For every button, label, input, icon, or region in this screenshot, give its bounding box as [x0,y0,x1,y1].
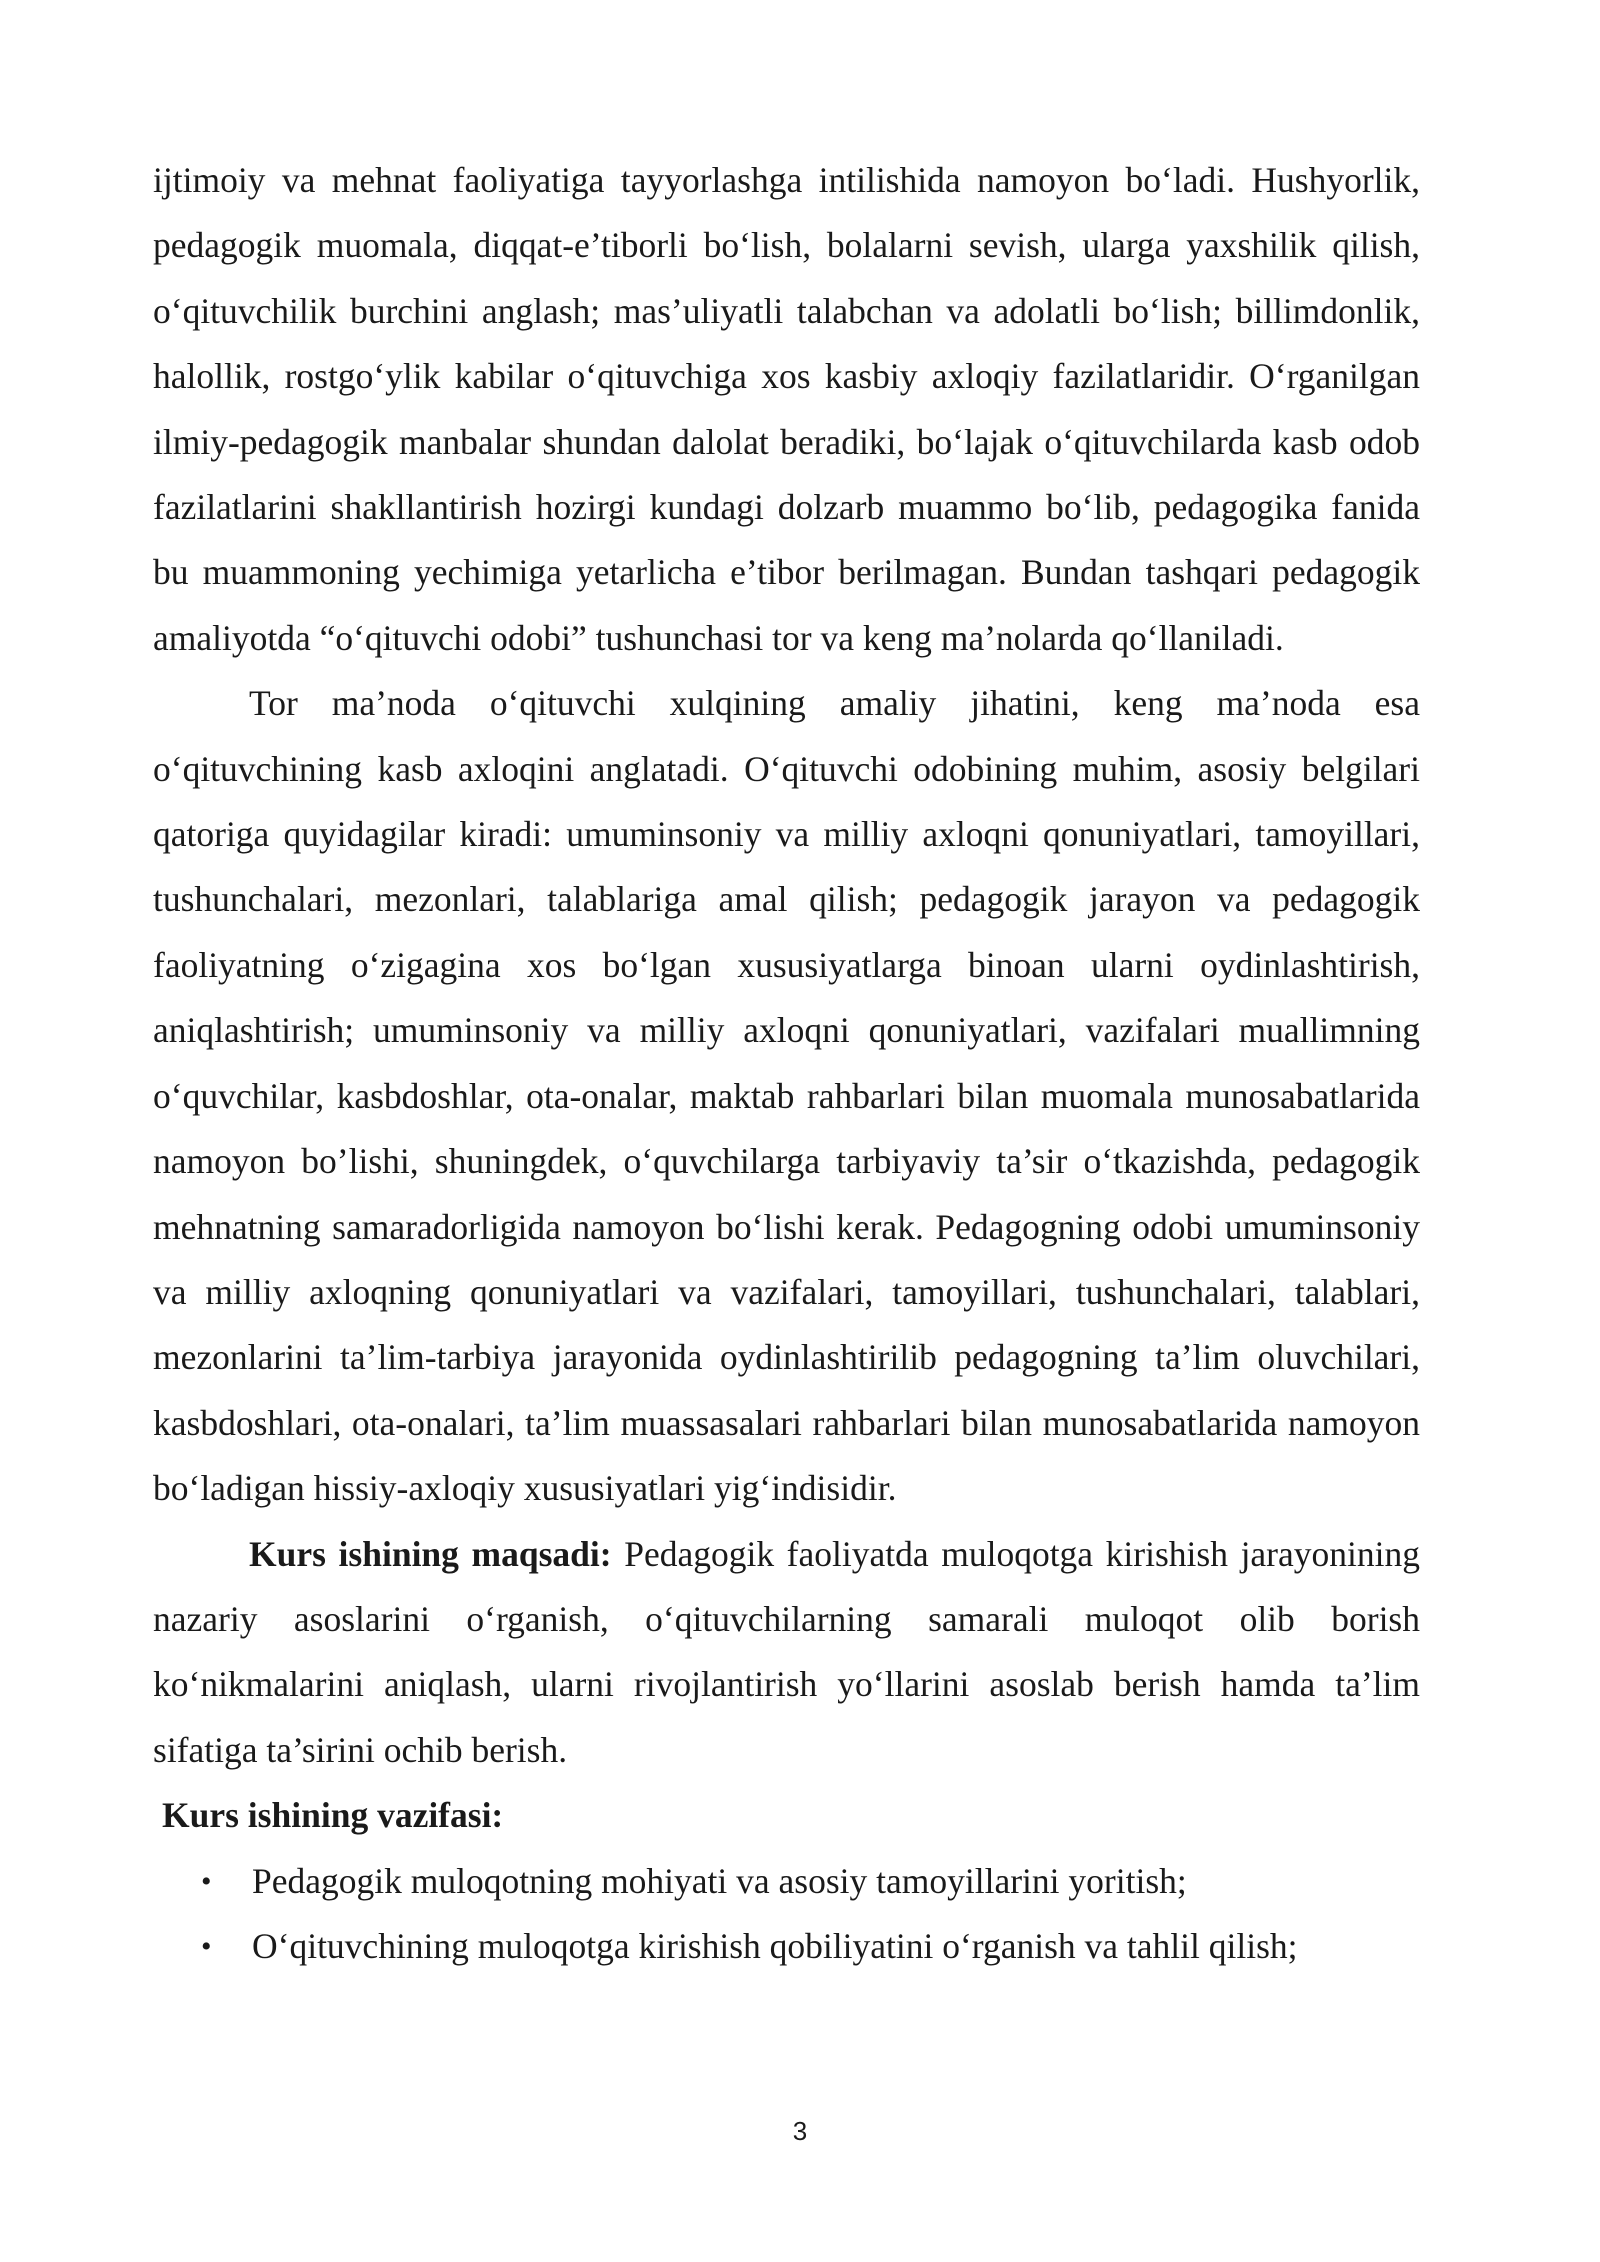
task-item-2 [153,1914,1420,1979]
page-number: 3 [792,2116,808,2146]
goal-label: Kurs ishining maqsadi: [249,1533,612,1574]
tasks-heading: Kurs ishining vazifasi: [162,1795,504,1836]
bullet-icon: • [201,1929,212,1963]
task-item-1 [153,1849,1420,1914]
goal-text: Pedagogik faoliyatda muloqotga kirishish jarayonining nazariy asoslarini o‘rganish, o‘qituvchilarning samarali muloqot olib borish ko‘nikmalarini aniqlash, ularni rivojlantirish yo‘llarini asoslab berish hamda ta’lim sifatiga ta’sirini ochib berish. [153,1533,1420,1770]
body-paragraph-1: ijtimoiy va mehnat faoliyatiga tayyorlashga intilishida namoyon bo‘ladi. Hushyorlik, pedagogik muomala, diqqat-e’tiborli bo‘lish, bolalarni sevish, ularga yaxshilik qilish, o‘qituvchilik burchini anglash; mas’uliyatli talabchan va adolatli bo‘lish; billimdonlik, halollik, rostgo‘ylik kabilar o‘qituvchiga xos kasbiy axloqiy fazilatlaridir. O‘rganilgan ilmiy-pedagogik manbalar shundan dalolat beradiki, bo‘lajak o‘qituvchilarda kasb odob fazilatlarini shakllantirish hozirgi kundagi dolzarb muammo bo‘lib, pedagogika fanida bu muammoning yechimiga yetarlicha e’tibor berilmagan. Bundan tashqari pedagogik amaliyotda “o‘qituvchi odobi” tushunchasi tor va keng ma’nolarda qo‘llaniladi. [153,160,1420,658]
tasks-list [153,1849,1420,1980]
body-paragraph-2: Tor ma’noda o‘qituvchi xulqining amaliy jihatini, keng ma’noda esa o‘qituvchining kasb axloqini anglatadi. O‘qituvchi odobining muhim, asosiy belgilari qatoriga quyidagilar kiradi: umuminsoniy va milliy axloqni qonuniyatlari, tamoyillari, tushunchalari, mezonlari, talablariga amal qilish; pedagogik jarayon va pedagogik faoliyatning o‘zigagina xos bo‘lgan xususiyatlarga binoan ularni oydinlashtirish, aniqlashtirish; umuminsoniy va milliy axloqni qonuniyatlari, vazifalari muallimning o‘quvchilar, kasbdoshlar, ota-onalar, maktab rahbarlari bilan muomala munosabatlarida namoyon bo’lishi, shuningdek, o‘quvchilarga tarbiyaviy ta’sir o‘tkazishda, pedagogik mehnatning samaradorligida namoyon bo‘lishi kerak. Pedagogning odobi umuminsoniy va milliy axloqning qonuniyatlari va vazifalari, tamoyillari, tushunchalari, talablari, mezonlarini ta’lim-tarbiya jarayonida oydinlashtirilib pedagogning ta’lim oluvchilari, kasbdoshlari, ota-onalari, ta’lim muassasalari rahbarlari bilan munosabatlarida namoyon bo‘ladigan hissiy-axloqiy xususiyatlari yig‘indisidir. [153,683,1420,1509]
document-page [153,148,1420,1979]
goal-paragraph [153,1522,1420,1784]
bullet-icon: • [201,1864,212,1898]
task-text: O‘qituvchining muloqotga kirishish qobiliyatini o‘rganish va tahlil qilish; [252,1925,1298,1966]
task-text: Pedagogik muloqotning mohiyati va asosiy tamoyillarini yoritish; [252,1860,1187,1901]
